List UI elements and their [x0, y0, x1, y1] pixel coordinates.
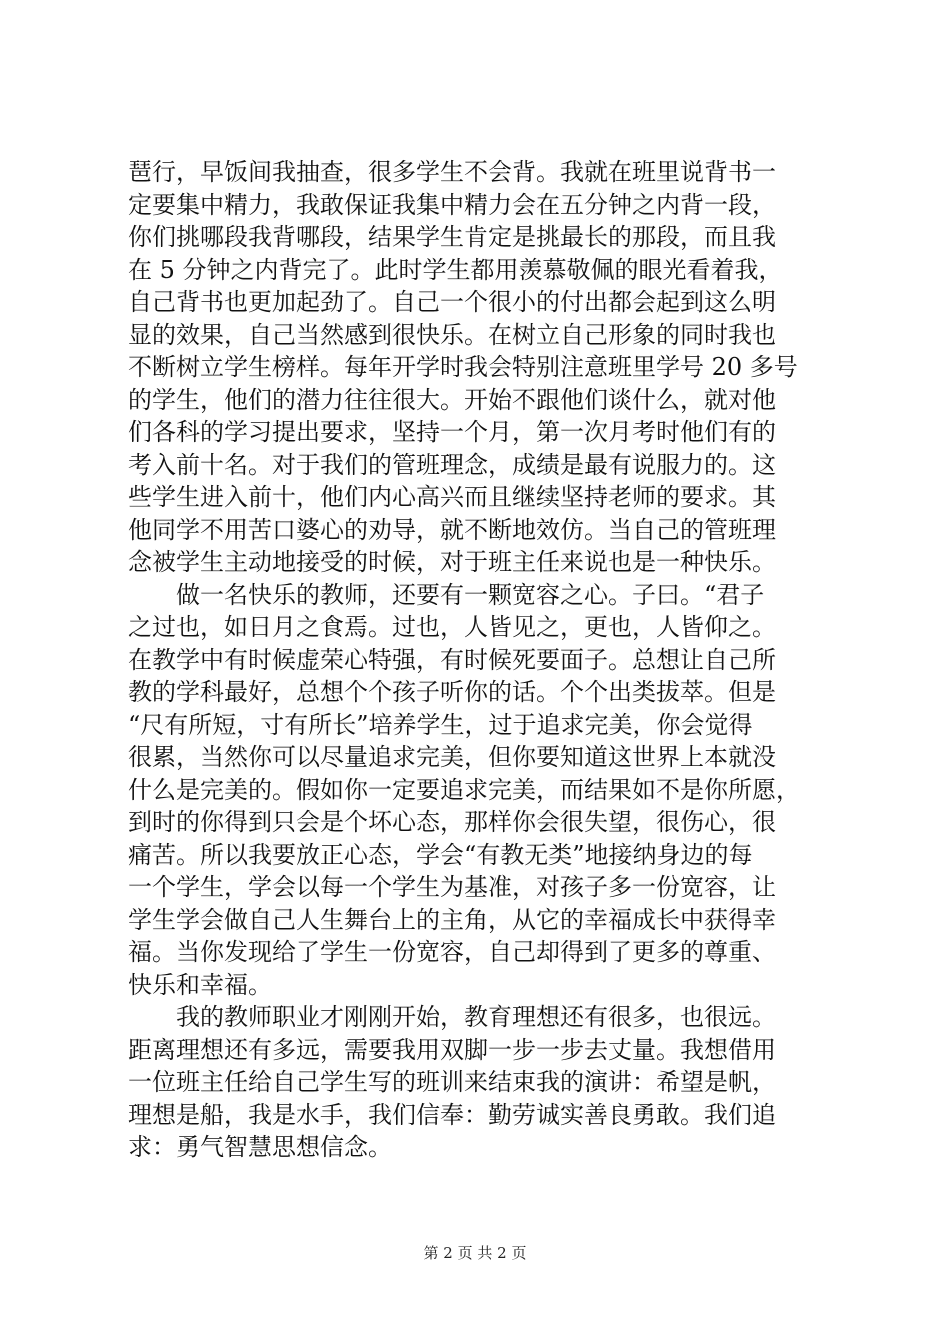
text-line: 在教学中有时候虚荣心特强，有时候死要面子。总想让自己所: [128, 645, 776, 674]
text-line: 教的学科最好，总想个个孩子听你的话。个个出类拔萃。但是: [128, 678, 776, 706]
text-line: 的学生，他们的潜力往往很大。开始不跟他们谈什么，就对他: [128, 385, 776, 414]
text-line: 理想是船，我是水手，我们信奉：勤劳诚实善良勇敢。我们追: [128, 1100, 776, 1129]
text-line: 显的效果，自己当然感到很快乐。在树立自己形象的同时我也: [128, 320, 776, 349]
text-line: 自己背书也更加起劲了。自己一个很小的付出都会起到这么明: [128, 288, 776, 316]
page-number-footer: 第 2 页 共 2 页: [423, 1244, 527, 1262]
text-line: 你们挑哪段我背哪段，结果学生肯定是挑最长的那段，而且我: [128, 223, 776, 251]
text-line: 考入前十名。对于我们的管班理念，成绩是最有说服力的。这: [128, 450, 776, 479]
text-line: “尺有所短，寸有所长”培养学生，过于追求完美，你会觉得: [128, 710, 753, 739]
text-line: 不断树立学生榜样。每年开学时我会特别注意班里学号 20 多号: [128, 353, 798, 381]
text-line: 念被学生主动地接受的时候，对于班主任来说也是一种快乐。: [128, 548, 776, 576]
text-line: 定要集中精力，我敢保证我集中精力会在五分钟之内背一段，: [128, 190, 776, 219]
text-line: 痛苦。所以我要放正心态，学会“有教无类”地接纳身边的每: [128, 840, 753, 869]
text-line: 一个学生，学会以每一个学生为基准，对孩子多一份宽容，让: [128, 873, 776, 901]
body-text: [128, 156, 833, 1164]
text-line: 们各科的学习提出要求，坚持一个月，第一次月考时他们有的: [128, 418, 776, 446]
paragraph-start-line: 做一名快乐的教师，还要有一颗宽容之心。子曰。“君子: [128, 580, 765, 609]
text-line: 快乐和幸福。: [128, 970, 272, 999]
text-line: 福。当你发现给了学生一份宽容，自己却得到了更多的尊重、: [128, 938, 776, 966]
text-line: 距离理想还有多远，需要我用双脚一步一步去丈量。我想借用: [128, 1035, 776, 1064]
text-line: 琶行，早饭间我抽查，很多学生不会背。我就在班里说背书一: [128, 158, 776, 186]
text-line: 一位班主任给自己学生写的班训来结束我的演讲：希望是帆，: [128, 1068, 776, 1096]
text-line: 些学生进入前十，他们内心高兴而且继续坚持老师的要求。其: [128, 483, 776, 511]
paragraph-start-line: 我的教师职业才刚刚开始，教育理想还有很多，也很远。: [128, 1003, 776, 1031]
text-line: 求：勇气智慧思想信念。: [128, 1133, 392, 1161]
text-line: 在 5 分钟之内背完了。此时学生都用羡慕敬佩的眼光看着我，: [128, 255, 783, 284]
text-line: 什么是完美的。假如你一定要追求完美，而结果如不是你所愿，: [128, 775, 800, 804]
text-line: 他同学不用苦口婆心的劝导，就不断地效仿。当自己的管班理: [128, 515, 776, 544]
text-line: 到时的你得到只会是个坏心态，那样你会很失望，很伤心，很: [128, 808, 776, 836]
text-line: 很累，当然你可以尽量追求完美，但你要知道这世界上本就没: [128, 743, 776, 771]
text-line: 之过也，如日月之食焉。过也，人皆见之，更也，人皆仰之。: [128, 613, 776, 641]
text-line: 学生学会做自己人生舞台上的主角，从它的幸福成长中获得幸: [128, 905, 776, 934]
